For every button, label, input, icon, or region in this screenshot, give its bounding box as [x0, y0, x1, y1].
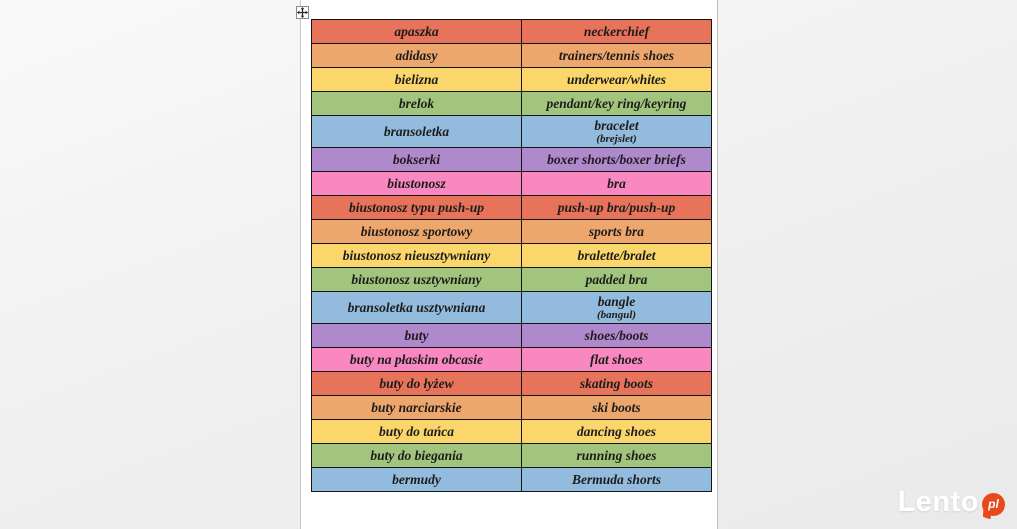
polish-term-cell[interactable]	[312, 116, 522, 148]
polish-term-cell[interactable]	[312, 420, 522, 444]
english-term-cell[interactable]	[522, 420, 712, 444]
english-term-cell[interactable]	[522, 268, 712, 292]
english-term-cell[interactable]	[522, 92, 712, 116]
polish-term: bransoletka usztywniana	[347, 299, 486, 315]
move-cross-icon	[297, 7, 308, 18]
polish-term: buty do tańca	[378, 423, 454, 439]
english-term: flat shoes	[590, 351, 643, 367]
polish-term: biustonosz nieusztywniany	[342, 247, 491, 263]
english-term-cell[interactable]	[522, 444, 712, 468]
english-term: pendant/key ring/keyring	[546, 95, 687, 111]
english-term: ski boots	[592, 399, 641, 415]
table-row	[312, 444, 712, 468]
polish-term: bokserki	[392, 151, 441, 167]
polish-term-cell[interactable]	[312, 68, 522, 92]
table-row	[312, 324, 712, 348]
polish-term: adidasy	[395, 47, 438, 63]
english-pronunciation: (bangul)	[596, 308, 637, 321]
english-term-cell[interactable]	[522, 396, 712, 420]
polish-term-cell[interactable]	[312, 220, 522, 244]
polish-term-cell[interactable]	[312, 324, 522, 348]
polish-term-cell[interactable]	[312, 172, 522, 196]
english-term-cell[interactable]	[522, 244, 712, 268]
polish-term: buty do łyżew	[379, 375, 454, 391]
polish-term-cell[interactable]	[312, 196, 522, 220]
english-term-cell[interactable]	[522, 68, 712, 92]
table-row	[312, 196, 712, 220]
english-term: boxer shorts/boxer briefs	[547, 151, 686, 167]
table-row	[312, 292, 712, 324]
polish-term: bransoletka	[383, 123, 450, 139]
table-row	[312, 44, 712, 68]
table-row	[312, 244, 712, 268]
english-term: push-up bra/push-up	[557, 199, 676, 215]
english-term-cell[interactable]	[522, 44, 712, 68]
table-row	[312, 268, 712, 292]
english-term: padded bra	[585, 271, 648, 287]
table-body	[312, 20, 712, 492]
english-term: sports bra	[588, 223, 645, 239]
polish-term: biustonosz	[387, 175, 446, 191]
polish-term-cell[interactable]	[312, 396, 522, 420]
polish-term: biustonosz typu push-up	[348, 199, 485, 215]
english-term-cell[interactable]	[522, 116, 712, 148]
table-row	[312, 220, 712, 244]
english-term: bra	[607, 175, 626, 191]
table-row	[312, 396, 712, 420]
polish-term: apaszka	[394, 23, 439, 39]
polish-term: buty	[404, 327, 429, 343]
english-term: dancing shoes	[576, 423, 657, 439]
watermark-pl-badge	[982, 493, 1005, 516]
polish-term: biustonosz sportowy	[360, 223, 473, 239]
vocabulary-table	[311, 19, 712, 492]
english-term: neckerchief	[583, 23, 650, 39]
english-term: shoes/boots	[584, 327, 649, 343]
english-term-cell[interactable]	[522, 372, 712, 396]
english-term-cell[interactable]	[522, 20, 712, 44]
polish-term-cell[interactable]	[312, 244, 522, 268]
polish-term-cell[interactable]	[312, 348, 522, 372]
polish-term-cell[interactable]	[312, 468, 522, 492]
table-row	[312, 468, 712, 492]
document-page	[300, 0, 718, 529]
english-term-cell[interactable]	[522, 172, 712, 196]
table-row	[312, 68, 712, 92]
english-term: bralette/bralet	[577, 247, 656, 263]
table-row	[312, 92, 712, 116]
table-row	[312, 172, 712, 196]
table-row	[312, 116, 712, 148]
polish-term: bermudy	[392, 471, 441, 487]
table-row	[312, 148, 712, 172]
polish-term-cell[interactable]	[312, 444, 522, 468]
polish-term-cell[interactable]	[312, 372, 522, 396]
table-row	[312, 348, 712, 372]
table-move-handle[interactable]	[296, 6, 309, 19]
watermark-brand: Lento	[897, 486, 979, 518]
polish-term: buty na płaskim obcasie	[349, 351, 484, 367]
polish-term-cell[interactable]	[312, 20, 522, 44]
english-term: skating boots	[579, 375, 654, 391]
polish-term: bielizna	[394, 71, 439, 87]
english-term: running shoes	[576, 447, 657, 463]
english-pronunciation: (brejslet)	[596, 132, 637, 145]
english-term: trainers/tennis shoes	[558, 47, 675, 63]
polish-term-cell[interactable]	[312, 148, 522, 172]
table-row	[312, 420, 712, 444]
watermark-badge-label: pl	[988, 497, 999, 511]
english-term-cell[interactable]	[522, 196, 712, 220]
english-term-cell[interactable]	[522, 148, 712, 172]
english-term: underwear/whites	[566, 71, 667, 87]
polish-term-cell[interactable]	[312, 268, 522, 292]
polish-term: biustonosz usztywniany	[351, 271, 482, 287]
english-term: bracelet	[594, 117, 639, 133]
english-term-cell[interactable]	[522, 220, 712, 244]
table-row	[312, 20, 712, 44]
polish-term: brelok	[398, 95, 435, 111]
table-row	[312, 372, 712, 396]
polish-term-cell[interactable]	[312, 44, 522, 68]
english-term-cell[interactable]	[522, 324, 712, 348]
english-term: bangle	[597, 293, 636, 309]
english-term-cell[interactable]	[522, 292, 712, 324]
polish-term: buty narciarskie	[371, 399, 462, 415]
lento-watermark	[898, 486, 1005, 519]
polish-term: buty do biegania	[370, 447, 463, 463]
english-term-cell[interactable]	[522, 348, 712, 372]
english-term: Bermuda shorts	[572, 471, 661, 487]
english-term-cell[interactable]	[522, 468, 712, 492]
polish-term-cell[interactable]	[312, 92, 522, 116]
polish-term-cell[interactable]	[312, 292, 522, 324]
